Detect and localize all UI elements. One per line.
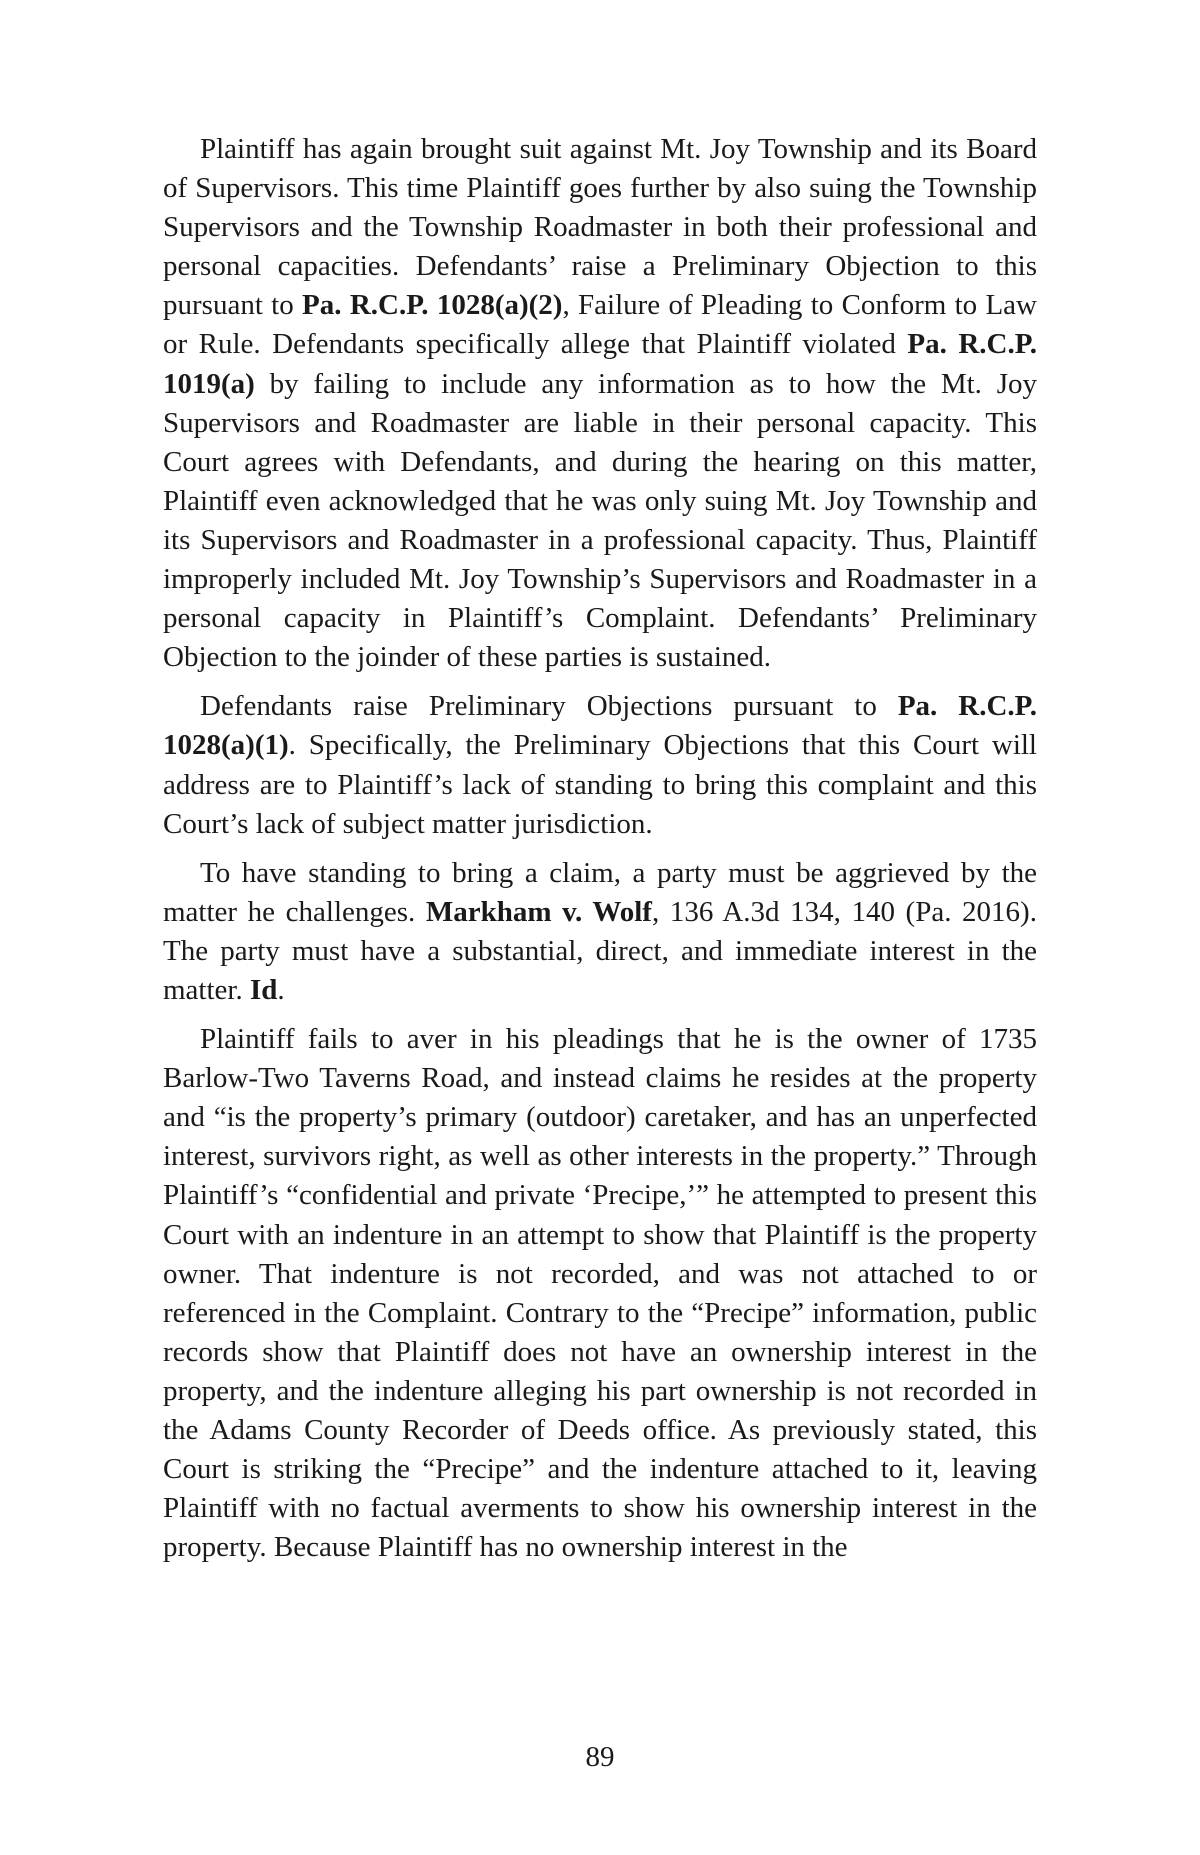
body-text: To have standing to bring a claim, a party must be aggrieved by the matter he challenges.	[163, 856, 1037, 928]
citation-text: Pa. R.C.P. 1028(a)(2)	[302, 289, 563, 322]
citation-text: Id	[249, 973, 278, 1006]
paragraph	[163, 687, 1037, 843]
citation-text: Pa. R.C.P. 1028(a)(1)	[163, 690, 1037, 762]
paragraph	[163, 130, 1037, 677]
body-text: . Specifically, the Preliminary Objections that this Court will address are to Plaintiff’s lack of standing to bring this complaint and this Court’s lack of subject matter jurisdiction.	[163, 729, 1037, 840]
body-text: Defendants raise Preliminary Objections pursuant to	[200, 690, 898, 723]
body-text: , Failure of Pleading to Conform to Law or Rule. Defendants specifically allege that Plaintiff violated	[163, 289, 1037, 361]
body-text: .	[277, 973, 285, 1006]
paragraph	[163, 854, 1037, 1010]
page-body	[163, 130, 1037, 1577]
paragraph	[163, 1020, 1037, 1567]
body-text: Plaintiff fails to aver in his pleadings that he is the owner of 1735 Barlow-Two Taverns Road, and instead claims he resides at the property and “is the property’s primary (outdoor) caretaker, and has an unperfected interest, survivors right, as well as other interests in the property.” Through Plaintiff’s “confidential and private ‘Precipe,’” he attempted to present this Court with an indenture in an attempt to show that Plaintiff is the property owner. That indenture is not recorded, and was not attached to or referenced in the Complaint. Contrary to the “Precipe” information, public records show that Plaintiff does not have an ownership interest in the property, and the indenture alleging his part ownership is not recorded in the Adams County Recorder of Deeds office. As previously stated, this Court is striking the “Precipe” and the indenture attached to it, leaving Plaintiff with no factual averments to show his ownership interest in the property. Because Plaintiff has no ownership interest in the	[163, 1023, 1037, 1564]
citation-text: Markham v. Wolf	[425, 895, 652, 928]
body-text: Plaintiff has again brought suit against Mt. Joy Township and its Board of Supervisors. This time Plaintiff goes further by also suing the Township Supervisors and the Township Roadmaster in both their professional and personal capacities. Defendants’ raise a Preliminary Objection to this pursuant to	[163, 133, 1037, 322]
citation-text: Pa. R.C.P. 1019(a)	[163, 328, 1038, 400]
body-text: by failing to include any information as to how the Mt. Joy Supervisors and Roadmaster are liable in their personal capacity. This Court agrees with Defendants, and during the hearing on this matter, Plaintiff even acknowledged that he was only suing Mt. Joy Township and its Supervisors and Roadmaster in a professional capacity. Thus, Plaintiff improperly included Mt. Joy Township’s Supervisors and Roadmaster in a personal capacity in Plaintiff’s Complaint. Defendants’ Preliminary Objection to the joinder of these parties is sustained.	[163, 367, 1037, 674]
page-number: 89	[585, 1741, 615, 1773]
body-text: , 136 A.3d 134, 140 (Pa. 2016). The party must have a substantial, direct, and immediate interest in the matter.	[163, 895, 1037, 1006]
